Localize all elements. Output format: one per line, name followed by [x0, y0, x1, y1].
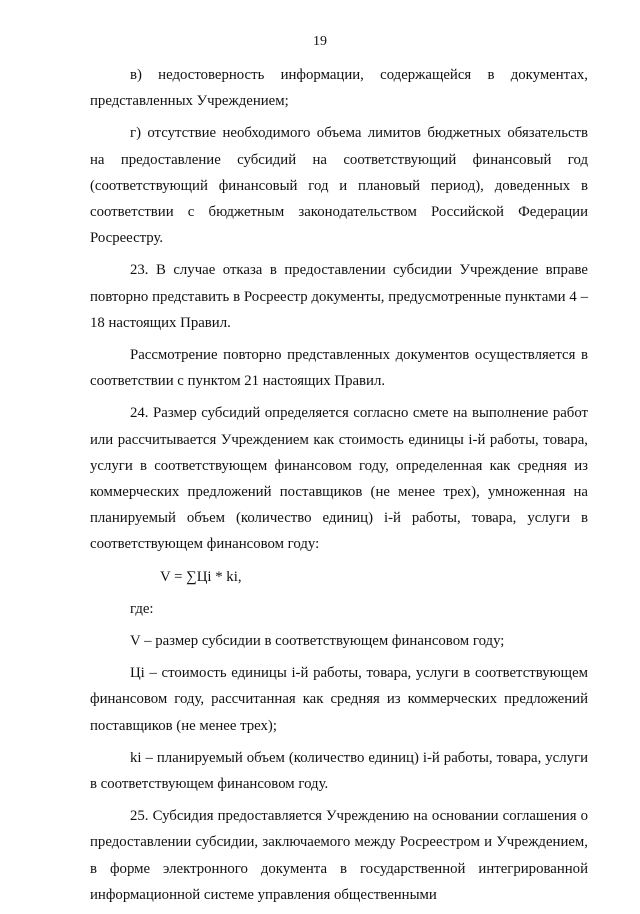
formula: V = ∑Цi * ki,	[160, 568, 242, 585]
definition-ki: ki – планируемый объем (количество единиц) i-й работы, товара, услуги в соответствующем финансовом году.	[90, 749, 588, 793]
paragraph-clause-23: 23. В случае отказа в предоставлении субсидии Учреждение вправе повторно представить в Росреестр документы, предусмотренные пунктами 4 – 18 настоящих Правил.	[90, 262, 588, 331]
paragraph-resubmission: Рассмотрение повторно представленных документов осуществляется в соответствии с пунктом 21 настоящих Правил.	[90, 347, 588, 390]
paragraph-clause-24: 24. Размер субсидий определяется согласно смете на выполнение работ или рассчитывается Учреждением как стоимость единицы i-й работы, товара, услуги в соответствующем финансовом году, определенная как средняя из коммерческих предложений поставщиков (не менее трех), умноженная на планируемый объем (количество единиц) i-й работы, товара, услуги в соответствующем финансовом году:	[90, 405, 588, 553]
paragraph-item-v: в) недостоверность информации, содержащейся в документах, представленных Учреждением;	[90, 67, 588, 110]
paragraph-where: где:	[130, 600, 154, 617]
definition-ci: Цi – стоимость единицы i-й работы, товара, услуги в соответствующем финансовом году, рассчитанная как средняя из коммерческих предложений поставщиков (не менее трех);	[90, 665, 588, 734]
paragraph-clause-25: 25. Субсидия предоставляется Учреждению на основании соглашения о предоставлении субсидии, заключаемого между Росреестром и Учреждением, в форме электронного документа в государственной интегрированной информационной системе управления общественными	[90, 808, 588, 903]
document-body	[90, 62, 588, 914]
definition-v: V – размер субсидии в соответствующем финансовом году;	[130, 633, 505, 650]
paragraph-item-g: г) отсутствие необходимого объема лимитов бюджетных обязательств на предоставление субсидий на соответствующий финансовый год (соответствующий финансовый год и плановый период), доведенных в соответствии с бюджетным законодательством Российской Федерации Росреестру.	[90, 125, 588, 247]
page-number: 19	[313, 34, 327, 49]
